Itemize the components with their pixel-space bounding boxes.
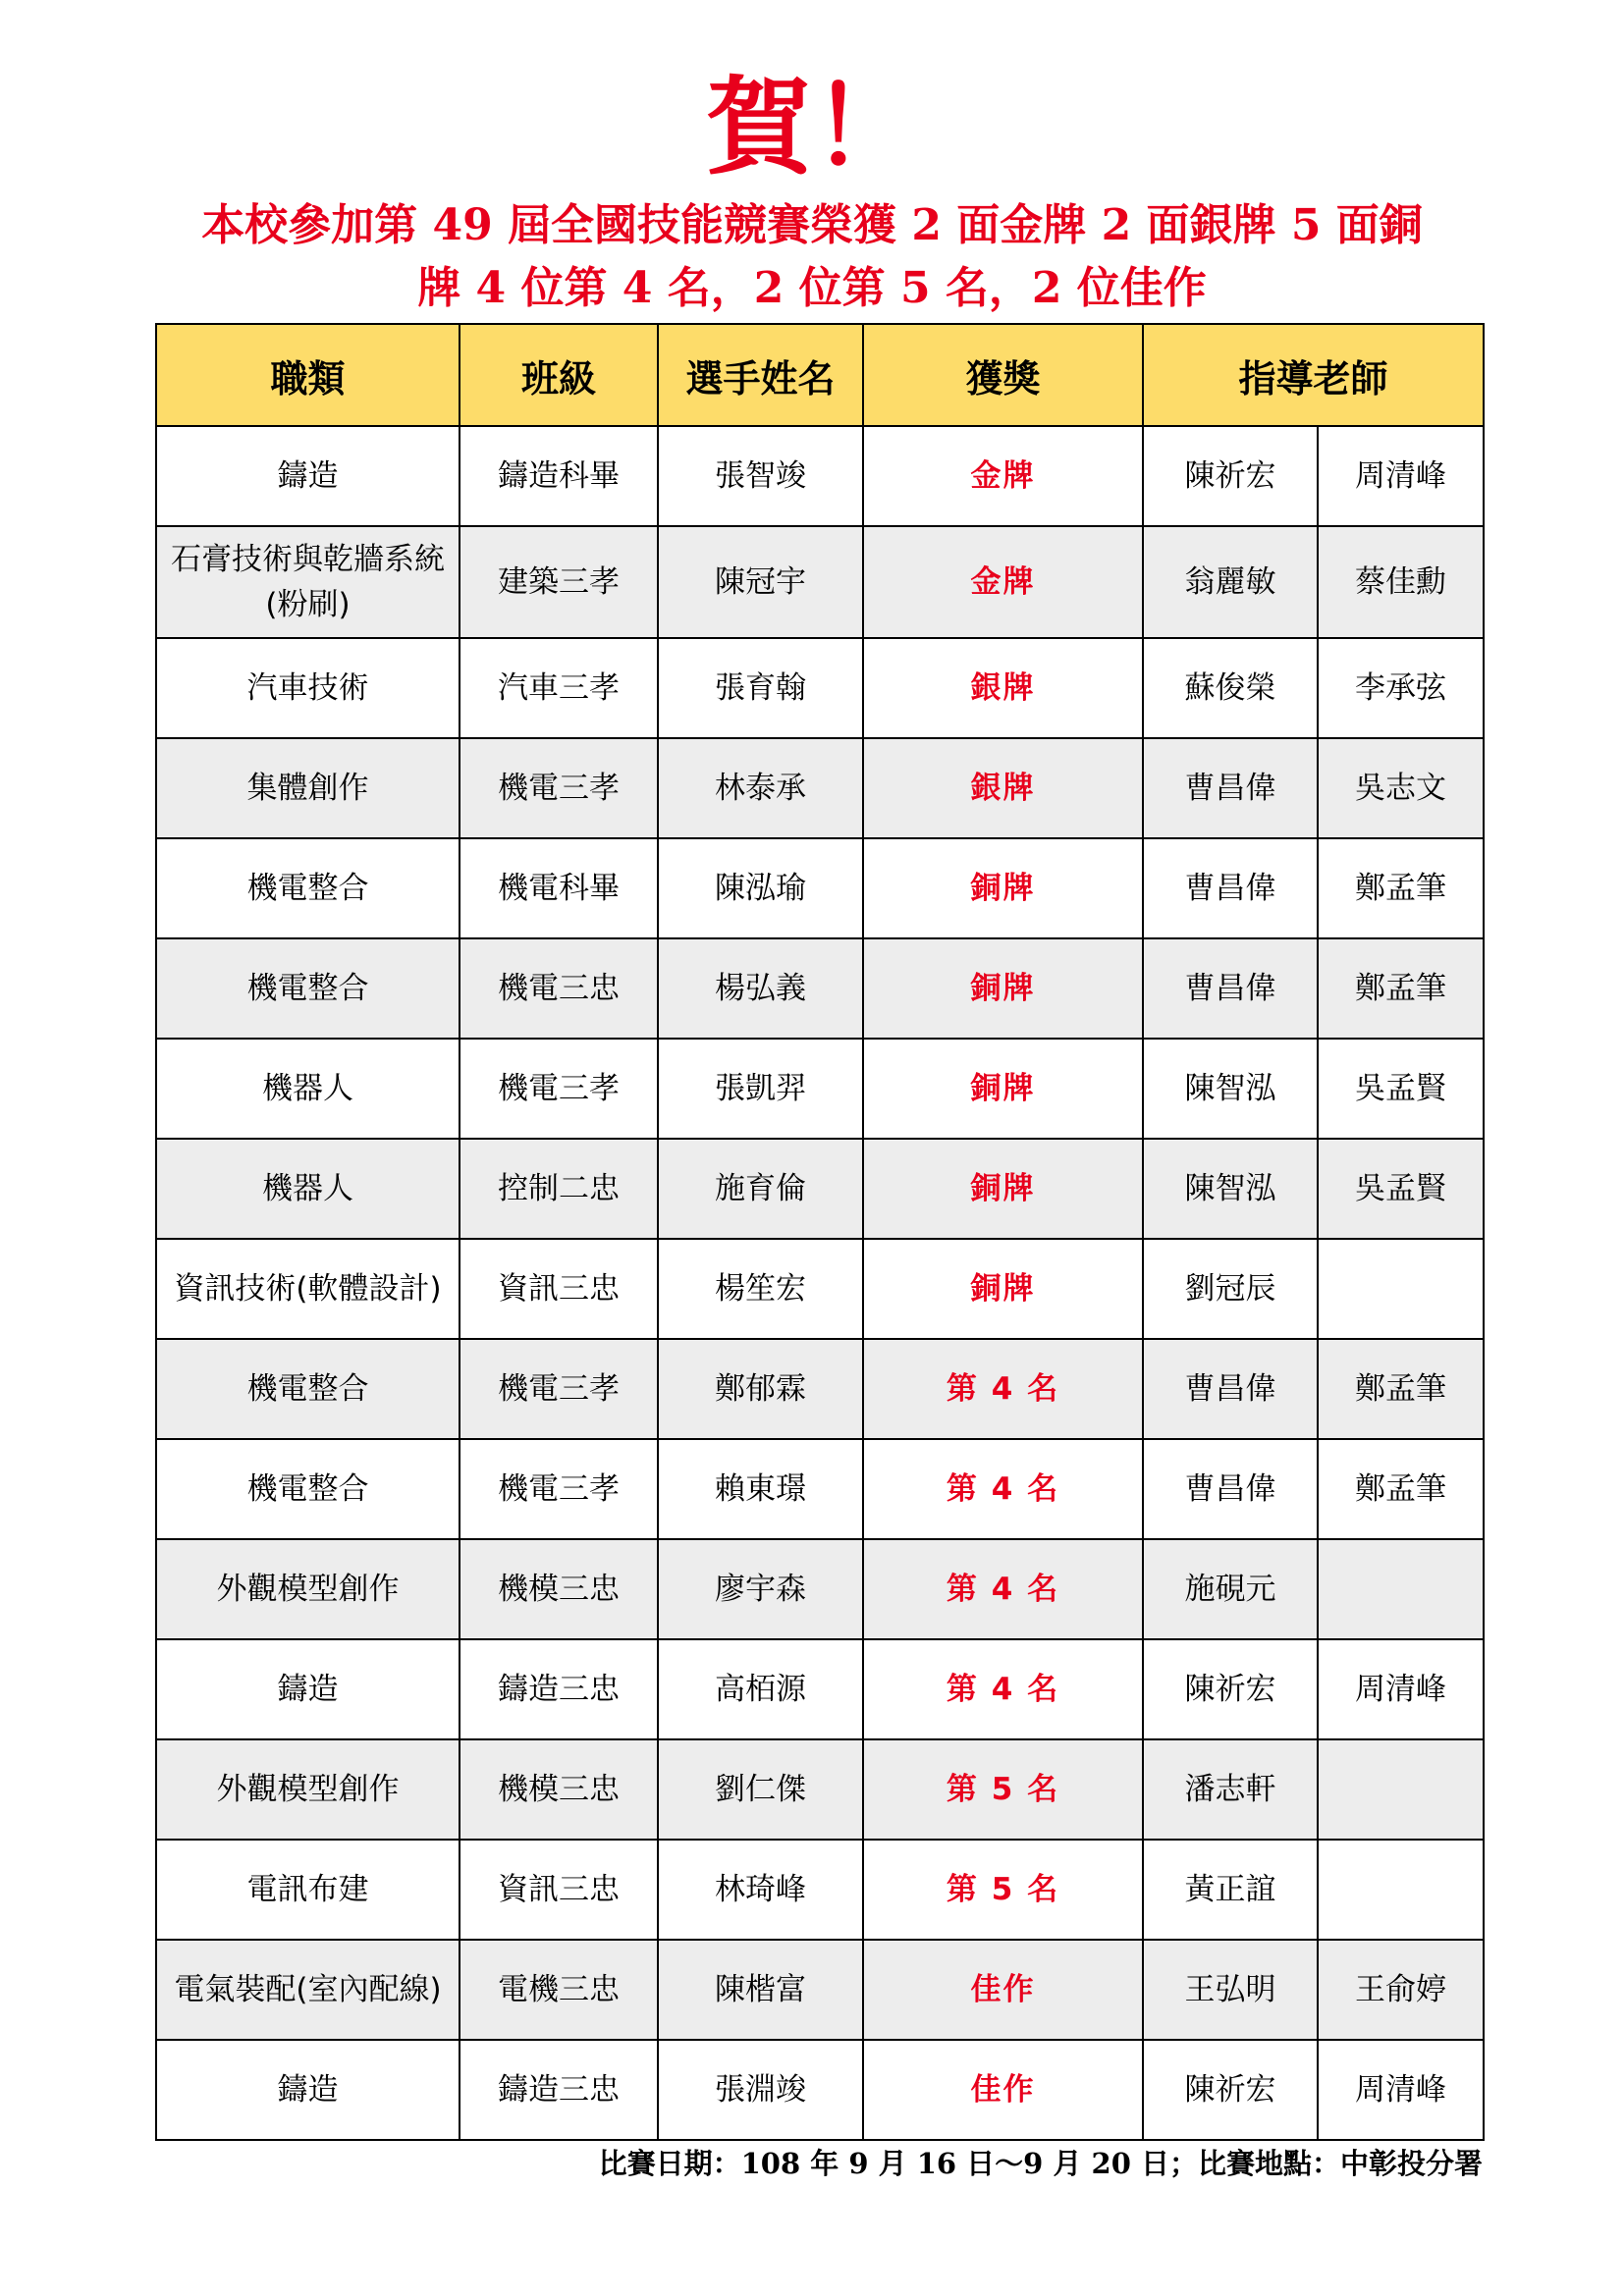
contestant-name-cell: 張智竣 [658, 426, 863, 526]
award-cell: 第 4 名 [863, 1439, 1143, 1539]
advisor-1-cell: 翁麗敏 [1143, 526, 1318, 638]
advisor-1-cell: 陳祈宏 [1143, 2040, 1318, 2140]
class-cell: 鑄造科畢 [460, 426, 658, 526]
award-cell: 第 4 名 [863, 1539, 1143, 1639]
award-cell: 銅牌 [863, 838, 1143, 938]
advisor-1-cell: 陳祈宏 [1143, 1639, 1318, 1739]
table-header-row [156, 324, 1484, 426]
contestant-name-cell: 楊弘義 [658, 938, 863, 1039]
class-cell: 機電科畢 [460, 838, 658, 938]
advisor-2-cell: 李承弦 [1318, 638, 1484, 738]
award-cell: 銅牌 [863, 1239, 1143, 1339]
advisor-1-cell: 蘇俊榮 [1143, 638, 1318, 738]
table-row [156, 738, 1484, 838]
header-class: 班級 [460, 324, 658, 426]
header-advisor: 指導老師 [1143, 324, 1484, 426]
advisor-1-cell: 黃正誼 [1143, 1840, 1318, 1940]
advisor-2-cell: 吳孟賢 [1318, 1039, 1484, 1139]
contestant-name-cell: 楊笙宏 [658, 1239, 863, 1339]
class-cell: 機電三忠 [460, 938, 658, 1039]
class-cell: 機電三孝 [460, 1339, 658, 1439]
advisor-2-cell: 吳孟賢 [1318, 1139, 1484, 1239]
advisor-2-cell: 吳志文 [1318, 738, 1484, 838]
category-cell: 電氣裝配(室內配線) [156, 1940, 460, 2040]
award-cell: 銅牌 [863, 1039, 1143, 1139]
advisor-2-cell: 鄭孟筆 [1318, 838, 1484, 938]
subtitle [147, 194, 1477, 320]
table-row [156, 526, 1484, 638]
advisor-2-cell: 王俞婷 [1318, 1940, 1484, 2040]
advisor-2-cell [1318, 1840, 1484, 1940]
category-cell: 鑄造 [156, 426, 460, 526]
contestant-name-cell: 高栢源 [658, 1639, 863, 1739]
table-row [156, 838, 1484, 938]
awards-table [155, 323, 1485, 2141]
class-cell: 電機三忠 [460, 1940, 658, 2040]
table-row [156, 638, 1484, 738]
class-cell: 控制二忠 [460, 1139, 658, 1239]
class-cell: 機電三孝 [460, 1439, 658, 1539]
award-cell: 銅牌 [863, 1139, 1143, 1239]
advisor-1-cell: 曹昌偉 [1143, 1339, 1318, 1439]
contestant-name-cell: 林泰承 [658, 738, 863, 838]
contestant-name-cell: 陳楷富 [658, 1940, 863, 2040]
award-cell: 銀牌 [863, 738, 1143, 838]
class-cell: 資訊三忠 [460, 1239, 658, 1339]
category-cell: 電訊布建 [156, 1840, 460, 1940]
category-cell: 機電整合 [156, 1339, 460, 1439]
category-cell: 機電整合 [156, 938, 460, 1039]
category-cell: 石膏技術與乾牆系統(粉刷) [156, 526, 460, 638]
advisor-2-cell: 蔡佳勳 [1318, 526, 1484, 638]
header-contestant-name: 選手姓名 [658, 324, 863, 426]
award-cell: 第 5 名 [863, 1840, 1143, 1940]
category-cell: 機器人 [156, 1039, 460, 1139]
header-award: 獲獎 [863, 324, 1143, 426]
class-cell: 機模三忠 [460, 1539, 658, 1639]
category-cell: 機電整合 [156, 838, 460, 938]
award-cell: 佳作 [863, 2040, 1143, 2140]
table-row [156, 1039, 1484, 1139]
advisor-1-cell: 陳智泓 [1143, 1039, 1318, 1139]
contestant-name-cell: 鄭郁霖 [658, 1339, 863, 1439]
headline: 賀！ [705, 66, 918, 189]
contestant-name-cell: 劉仁傑 [658, 1739, 863, 1840]
contestant-name-cell: 張育翰 [658, 638, 863, 738]
class-cell: 鑄造三忠 [460, 2040, 658, 2140]
category-cell: 外觀模型創作 [156, 1739, 460, 1840]
class-cell: 機電三孝 [460, 738, 658, 838]
advisor-1-cell: 陳智泓 [1143, 1139, 1318, 1239]
award-cell: 第 4 名 [863, 1639, 1143, 1739]
table-row [156, 1940, 1484, 2040]
award-cell: 第 4 名 [863, 1339, 1143, 1439]
table-row [156, 1639, 1484, 1739]
advisor-2-cell: 周清峰 [1318, 426, 1484, 526]
advisor-2-cell: 周清峰 [1318, 1639, 1484, 1739]
class-cell: 機模三忠 [460, 1739, 658, 1840]
header-category: 職類 [156, 324, 460, 426]
table-row [156, 1840, 1484, 1940]
table-row [156, 2040, 1484, 2140]
contestant-name-cell: 賴東璟 [658, 1439, 863, 1539]
category-cell: 鑄造 [156, 1639, 460, 1739]
advisor-1-cell: 曹昌偉 [1143, 938, 1318, 1039]
table-row [156, 1439, 1484, 1539]
table-body [156, 426, 1484, 2140]
category-cell: 機電整合 [156, 1439, 460, 1539]
class-cell: 鑄造三忠 [460, 1639, 658, 1739]
advisor-1-cell: 施硯元 [1143, 1539, 1318, 1639]
table-row [156, 1339, 1484, 1439]
advisor-1-cell: 曹昌偉 [1143, 838, 1318, 938]
table-row [156, 426, 1484, 526]
category-cell: 汽車技術 [156, 638, 460, 738]
contestant-name-cell: 施育倫 [658, 1139, 863, 1239]
subtitle-line-2: 牌 4 位第 4 名，2 位第 5 名，2 位佳作 [417, 263, 1207, 313]
contestant-name-cell: 廖宇森 [658, 1539, 863, 1639]
contestant-name-cell: 張淵竣 [658, 2040, 863, 2140]
class-cell: 建築三孝 [460, 526, 658, 638]
advisor-2-cell: 鄭孟筆 [1318, 1339, 1484, 1439]
category-cell: 資訊技術(軟體設計) [156, 1239, 460, 1339]
table-row [156, 1239, 1484, 1339]
contestant-name-cell: 陳泓瑜 [658, 838, 863, 938]
category-cell: 鑄造 [156, 2040, 460, 2140]
advisor-1-cell: 曹昌偉 [1143, 1439, 1318, 1539]
contestant-name-cell: 陳冠宇 [658, 526, 863, 638]
category-cell: 集體創作 [156, 738, 460, 838]
category-cell: 外觀模型創作 [156, 1539, 460, 1639]
class-cell: 資訊三忠 [460, 1840, 658, 1940]
advisor-1-cell: 陳祈宏 [1143, 426, 1318, 526]
award-cell: 銀牌 [863, 638, 1143, 738]
subtitle-line-1: 本校參加第 49 屆全國技能競賽榮獲 2 面金牌 2 面銀牌 5 面銅 [201, 200, 1423, 250]
advisor-1-cell: 曹昌偉 [1143, 738, 1318, 838]
contestant-name-cell: 林琦峰 [658, 1840, 863, 1940]
advisor-1-cell: 潘志軒 [1143, 1739, 1318, 1840]
advisor-1-cell: 劉冠辰 [1143, 1239, 1318, 1339]
award-cell: 金牌 [863, 426, 1143, 526]
category-cell: 機器人 [156, 1139, 460, 1239]
advisor-1-cell: 王弘明 [1143, 1940, 1318, 2040]
advisor-2-cell: 鄭孟筆 [1318, 1439, 1484, 1539]
advisor-2-cell: 鄭孟筆 [1318, 938, 1484, 1039]
advisor-2-cell [1318, 1539, 1484, 1639]
table-row [156, 938, 1484, 1039]
table-row [156, 1739, 1484, 1840]
advisor-2-cell [1318, 1239, 1484, 1339]
table-row [156, 1539, 1484, 1639]
award-cell: 佳作 [863, 1940, 1143, 2040]
class-cell: 汽車三孝 [460, 638, 658, 738]
award-cell: 第 5 名 [863, 1739, 1143, 1840]
competition-info-footer: 比賽日期：108 年 9 月 16 日～9 月 20 日；比賽地點：中彰投分署 [598, 2147, 1483, 2180]
advisor-2-cell [1318, 1739, 1484, 1840]
table-row [156, 1139, 1484, 1239]
class-cell: 機電三孝 [460, 1039, 658, 1139]
contestant-name-cell: 張凱羿 [658, 1039, 863, 1139]
award-cell: 銅牌 [863, 938, 1143, 1039]
award-cell: 金牌 [863, 526, 1143, 638]
advisor-2-cell: 周清峰 [1318, 2040, 1484, 2140]
